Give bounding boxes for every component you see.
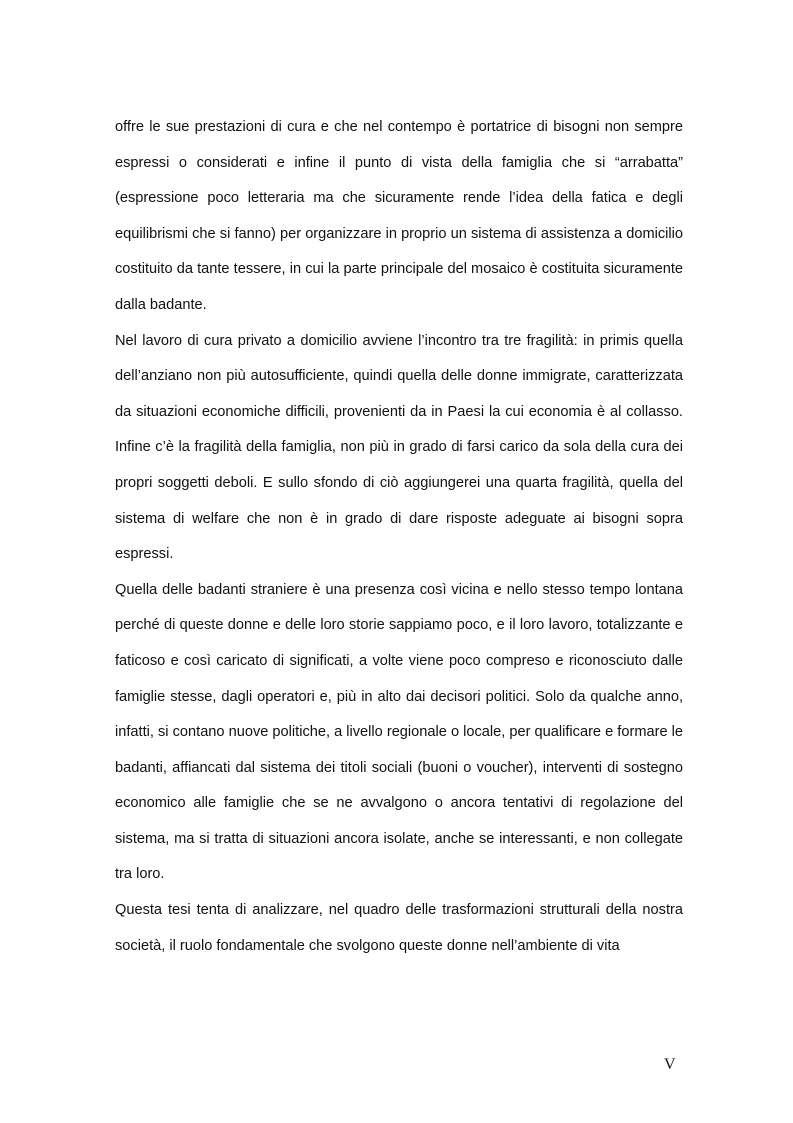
paragraph-2: Nel lavoro di cura privato a domicilio avviene l’incontro tra tre fragilità: in primis quella dell’anziano non più autosufficiente, quindi quella delle donne immigrate, caratterizzata da situazioni economiche difficili, provenienti da in Paesi la cui economia è al collasso. Infine c’è la fragilità della famiglia, non più in grado di farsi carico da sola della cura dei propri soggetti deboli. E sullo sfondo di ciò aggiungerei una quarta fragilità, quella del sistema di welfare che non è in grado di dare risposte adeguate ai bisogni sopra espressi. [115, 332, 683, 563]
paragraph-3: Quella delle badanti straniere è una presenza così vicina e nello stesso tempo lontana perché di queste donne e delle loro storie sappiamo poco, e il loro lavoro, totalizzante e faticoso e così caricato di significati, a volte viene poco compreso e riconosciuto dalle famiglie stesse, dagli operatori e, più in alto dai decisori politici. Solo da qualche anno, infatti, si contano nuove politiche, a livello regionale o locale, per qualificare e formare le badanti, affiancati dal sistema dei titoli sociali (buoni o voucher), interventi di sostegno economico alle famiglie che se ne avvalgono o ancora tentativi di regolazione del sistema, ma si tratta di situazioni ancora isolate, anche se interessanti, e non collegate tra loro. [115, 581, 683, 883]
body-text [115, 110, 683, 964]
paragraph-1: offre le sue prestazioni di cura e che nel contempo è portatrice di bisogni non sempre espressi o considerati e infine il punto di vista della famiglia che si “arrabatta” (espressione poco letteraria ma che sicuramente rende l’idea della fatica e degli equilibrismi che si fanno) per organizzare in proprio un sistema di assistenza a domicilio costituito da tante tessere, in cui la parte principale del mosaico è costituita sicuramente dalla badante. [115, 119, 683, 313]
paragraph-4: Questa tesi tenta di analizzare, nel quadro delle trasformazioni strutturali della nostra società, il ruolo fondamentale che svolgono queste donne nell’ambiente di vita [115, 902, 683, 954]
page-number: V [664, 1056, 676, 1073]
